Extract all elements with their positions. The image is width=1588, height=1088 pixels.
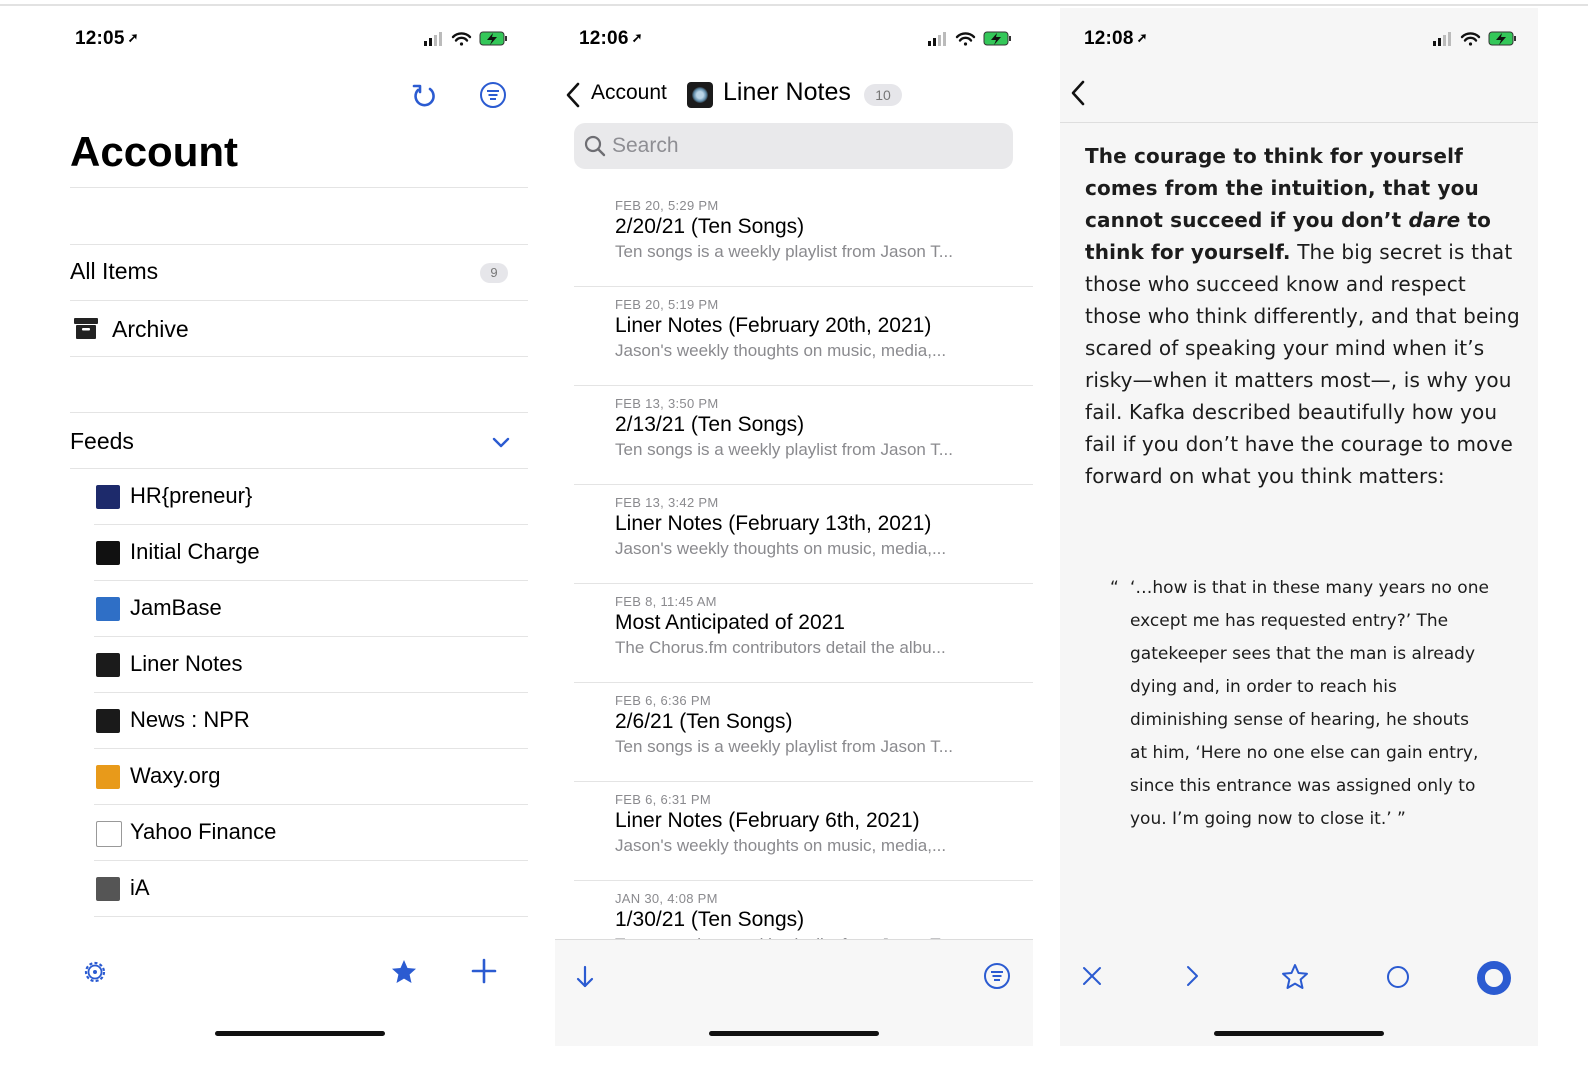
ia-feed-icon: [96, 877, 120, 901]
divider: [70, 244, 528, 245]
divider: [574, 583, 1033, 584]
hrpreneur-feed-icon: [96, 485, 120, 509]
home-indicator: [709, 1031, 879, 1036]
location-arrow-icon: ➚: [631, 30, 643, 45]
feed-title: Liner Notes: [723, 78, 851, 106]
divider: [574, 781, 1033, 782]
status-icons: [424, 30, 512, 48]
feeds-section-header[interactable]: [70, 428, 528, 468]
plus-icon: [471, 958, 497, 984]
refresh-button[interactable]: [410, 82, 436, 115]
status-icons: [1433, 30, 1521, 48]
feed-row[interactable]: [94, 469, 528, 525]
close-icon: [1082, 966, 1102, 986]
article-snippet: The Chorus.fm contributors detail the albu...: [615, 638, 946, 657]
article-snippet: Ten songs is a weekly playlist from Jason T...: [615, 440, 953, 459]
archive-box-icon: [74, 318, 98, 340]
article-list-item[interactable]: [574, 387, 1033, 485]
npr-feed-icon: [96, 709, 120, 733]
yahoo-finance-feed-icon: [96, 821, 122, 847]
battery-charging-icon: [1489, 32, 1516, 45]
bottom-toolbar: [1060, 939, 1538, 1046]
feed-label: Yahoo Finance: [130, 819, 277, 844]
article-title: Liner Notes (February 20th, 2021): [615, 314, 932, 337]
article-date: FEB 6, 6:31 PM: [615, 792, 711, 807]
divider: [574, 484, 1033, 485]
feed-row[interactable]: [94, 581, 528, 637]
article-text: The big secret is that those who succeed know and respect those who think differently, and that being scared of speaking your mind when it’s risky—when it matters most—, is why you fail. Kafka described beautifully how you fail if you don’t have the courage to move forward on what you think matters:: [1085, 240, 1520, 488]
next-article-button[interactable]: [1186, 965, 1200, 992]
status-time: 12:08 ➚: [1084, 28, 1148, 49]
article-bold-text-end: to think for yourself.: [1085, 208, 1492, 264]
article-body: [1085, 140, 1521, 492]
star-button[interactable]: [1281, 963, 1309, 996]
divider: [574, 286, 1033, 287]
page-title: Account: [70, 128, 238, 175]
article-title: 2/20/21 (Ten Songs): [615, 215, 805, 238]
refresh-icon: [410, 82, 436, 110]
article-title: Liner Notes (February 6th, 2021): [615, 809, 920, 832]
back-button[interactable]: [1070, 80, 1086, 111]
feed-list-screen: [555, 8, 1033, 1046]
top-border: [0, 4, 1588, 6]
article-snippet: Jason's weekly thoughts on music, media,...: [615, 836, 947, 855]
status-bar: [1060, 28, 1538, 52]
article-list-item[interactable]: [574, 585, 1033, 683]
feed-row[interactable]: [94, 637, 528, 693]
status-icons: [928, 30, 1016, 48]
article-date: FEB 6, 6:36 PM: [615, 693, 711, 708]
archive-label: Archive: [112, 316, 189, 342]
article-list-item[interactable]: [574, 684, 1033, 782]
chevron-down-icon[interactable]: [492, 437, 510, 449]
search-field[interactable]: [574, 123, 1013, 169]
navigation-bar: [555, 78, 1033, 112]
article-title: Liner Notes (February 13th, 2021): [615, 512, 932, 535]
article-date: JAN 30, 4:08 PM: [615, 891, 718, 906]
arrow-down-icon: [575, 965, 595, 989]
feed-label: iA: [130, 875, 150, 900]
article-date: FEB 20, 5:29 PM: [615, 198, 719, 213]
divider: [574, 880, 1033, 881]
item-count-badge: 10: [864, 84, 902, 106]
feed-label: HR{preneur}: [130, 483, 253, 508]
feed-label: JamBase: [130, 595, 222, 620]
settings-button[interactable]: [82, 959, 108, 990]
all-items-count-badge: 9: [480, 263, 508, 283]
article-list-item[interactable]: [574, 783, 1033, 881]
battery-charging-icon: [984, 32, 1011, 45]
signal-icon: [424, 32, 442, 46]
signal-icon: [928, 32, 946, 46]
home-indicator: [1214, 1031, 1384, 1036]
feed-row[interactable]: [94, 749, 528, 805]
search-icon: [584, 135, 606, 157]
article-title: 2/13/21 (Ten Songs): [615, 413, 805, 436]
article-snippet: Ten songs is a weekly playlist from Jason T...: [615, 737, 953, 756]
starred-button[interactable]: [390, 958, 418, 991]
divider: [70, 187, 528, 188]
wifi-icon: [453, 33, 470, 45]
progress-ring-icon: [1476, 960, 1512, 996]
divider: [70, 356, 528, 357]
feed-label: Initial Charge: [130, 539, 260, 564]
waxy-feed-icon: [96, 765, 120, 789]
divider: [94, 916, 528, 917]
article-title: 2/6/21 (Ten Songs): [615, 710, 793, 733]
chevron-left-icon: [1070, 80, 1086, 106]
article-title: 1/30/21 (Ten Songs): [615, 908, 805, 931]
chevron-right-icon: [1186, 965, 1200, 987]
feeds-header-label: Feeds: [70, 428, 134, 454]
feed-row[interactable]: [94, 525, 528, 581]
wifi-icon: [957, 33, 974, 45]
block-quote: [1110, 572, 1490, 836]
quote-text: ‘…how is that in these many years no one except me has requested entry?’ The gatekeeper sees that the man is already dying and, in order to reach his diminishing sense of hearing, he shouts at him, ‘Here no one else can gain entry, since this entrance was assigned only to you. I’m going now to close it.’ ”: [1130, 578, 1489, 829]
home-indicator: [215, 1031, 385, 1036]
back-label: Account: [591, 81, 667, 104]
search-placeholder: Search: [612, 134, 679, 157]
signal-icon: [1433, 32, 1451, 46]
quote-mark: “: [1110, 578, 1119, 598]
battery-charging-icon: [480, 32, 507, 45]
status-time: 12:06 ➚: [579, 28, 643, 49]
feed-label: Waxy.org: [130, 763, 221, 788]
divider: [70, 412, 528, 413]
archive-row[interactable]: [70, 314, 528, 354]
all-items-label: All Items: [70, 258, 159, 284]
close-button[interactable]: [1082, 966, 1102, 991]
location-arrow-icon: ➚: [127, 30, 139, 45]
article-snippet: Jason's weekly thoughts on music, media,...: [615, 539, 947, 558]
liner-notes-feed-icon: [96, 653, 120, 677]
navigation-bar: [1060, 68, 1538, 123]
feed-row[interactable]: [94, 693, 528, 749]
account-screen: [46, 8, 554, 1046]
filter-icon: [983, 962, 1011, 990]
reading-progress-button[interactable]: [1476, 960, 1512, 1001]
feed-row[interactable]: [94, 861, 528, 917]
article-screen: [1060, 8, 1538, 1046]
star-filled-icon: [390, 958, 418, 986]
article-bold-text: The courage to think for yourself comes from the intuition, that you cannot succeed if you don’t: [1085, 144, 1479, 232]
article-list-item[interactable]: [574, 189, 1033, 287]
article-date: FEB 13, 3:42 PM: [615, 495, 719, 510]
location-arrow-icon: ➚: [1136, 30, 1148, 45]
filter-button[interactable]: [479, 81, 507, 114]
divider: [574, 682, 1033, 683]
status-time: 12:05 ➚: [75, 28, 139, 49]
chevron-left-icon: [565, 82, 581, 108]
divider: [574, 385, 1033, 386]
feed-row[interactable]: [94, 805, 528, 861]
article-snippet: Jason's weekly thoughts on music, media,...: [615, 341, 947, 360]
all-items-row[interactable]: [70, 258, 158, 285]
star-outline-icon: [1281, 963, 1309, 991]
article-date: FEB 8, 11:45 AM: [615, 594, 717, 609]
article-title: Most Anticipated of 2021: [615, 611, 845, 634]
liner-notes-feed-icon: [687, 82, 713, 108]
jambase-feed-icon: [96, 597, 120, 621]
status-bar: [46, 28, 554, 52]
article-date: FEB 13, 3:50 PM: [615, 396, 719, 411]
mark-read-button[interactable]: [1386, 965, 1410, 994]
filter-icon: [479, 81, 507, 109]
article-list-item[interactable]: [574, 288, 1033, 386]
status-bar: [555, 28, 1033, 52]
wifi-icon: [1462, 33, 1479, 45]
article-emphasis: dare: [1408, 208, 1461, 232]
initial-charge-feed-icon: [96, 541, 120, 565]
feed-label: Liner Notes: [130, 651, 243, 676]
filter-button[interactable]: [983, 962, 1011, 995]
circle-outline-icon: [1386, 965, 1410, 989]
gear-icon: [82, 959, 108, 985]
add-feed-button[interactable]: [471, 958, 497, 989]
bottom-toolbar: [555, 939, 1033, 1046]
article-snippet: Ten songs is a weekly playlist from Jason T...: [615, 242, 953, 261]
divider: [70, 300, 528, 301]
mark-all-read-button[interactable]: [575, 965, 595, 994]
feed-label: News : NPR: [130, 707, 250, 732]
article-list-item[interactable]: [574, 486, 1033, 584]
article-date: FEB 20, 5:19 PM: [615, 297, 719, 312]
